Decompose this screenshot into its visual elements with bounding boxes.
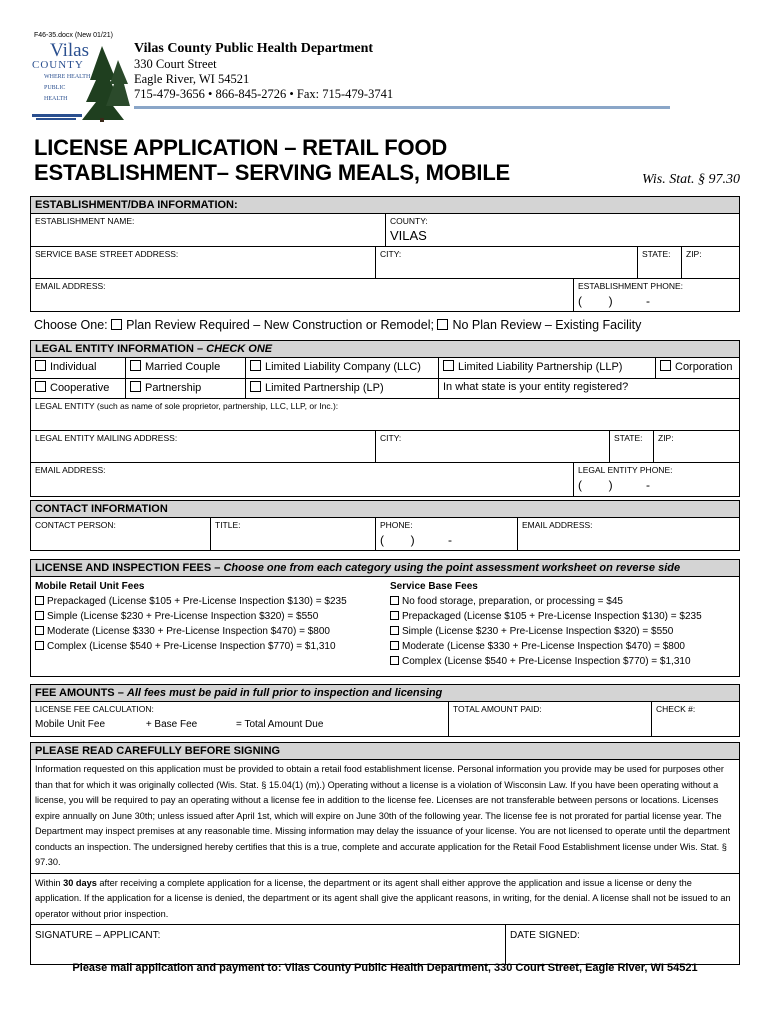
legal-city-field[interactable]: CITY: xyxy=(376,431,610,462)
legal-entity-section xyxy=(30,340,740,497)
logo-tagline: WHERE HEALTH PUBLIC HEALTH xyxy=(44,74,91,102)
fee-calculation-field[interactable]: LICENSE FEE CALCULATION: Mobile Unit Fee + Base Fee = Total Amount Due xyxy=(31,702,449,736)
establishment-phone-field[interactable]: ESTABLISHMENT PHONE: ( ) - xyxy=(578,281,684,308)
service-street-field[interactable]: SERVICE BASE STREET ADDRESS: xyxy=(31,247,376,278)
county-logo xyxy=(30,40,130,122)
department-name: Vilas County Public Health Department xyxy=(134,41,374,56)
individual-option[interactable]: Individual xyxy=(31,358,126,378)
no-plan-review-checkbox[interactable] xyxy=(437,319,448,330)
zip-field[interactable]: ZIP: xyxy=(686,249,702,259)
partnership-option[interactable]: Partnership xyxy=(126,379,246,398)
city-field[interactable]: CITY: xyxy=(376,247,638,278)
section-header: LEGAL ENTITY INFORMATION – CHECK ONE xyxy=(31,341,739,358)
fee-option[interactable]: Simple (License $230 + Pre-License Inspection $320) = $550 xyxy=(35,609,382,624)
legal-entity-name-field[interactable]: LEGAL ENTITY (such as name of sole proprietor, partnership, LLC, LLP, or Inc.): xyxy=(35,401,339,411)
llp-option[interactable]: Limited Liability Partnership (LLP) xyxy=(439,358,656,378)
contact-email-field[interactable]: EMAIL ADDRESS: xyxy=(522,520,593,530)
county-field[interactable]: COUNTY: VILAS xyxy=(386,214,739,246)
fee-option[interactable]: Complex (License $540 + Pre-License Inspection $770) = $1,310 xyxy=(35,639,382,654)
header-rule xyxy=(134,106,670,109)
establishment-name-field[interactable]: ESTABLISHMENT NAME: xyxy=(31,214,386,246)
section-header: CONTACT INFORMATION xyxy=(31,501,739,518)
form-code: F46-35.docx (New 01/21) xyxy=(34,32,113,39)
email-field[interactable]: EMAIL ADDRESS: xyxy=(31,279,574,311)
married-couple-option[interactable]: Married Couple xyxy=(126,358,246,378)
section-header: FEE AMOUNTS – All fees must be paid in full prior to inspection and licensing xyxy=(31,685,739,702)
mobile-fees-list: Mobile Retail Unit Fees Prepackaged (License $105 + Pre-License Inspection $130) = $235 Simple (License $230 + Pre-License Inspection $320) = $550 Moderate (License $330 + Pre-License Inspection $470) = $800 Complex (License $540 + Pre-License Inspection $770) = $1,310 xyxy=(31,577,386,676)
fees-section xyxy=(30,559,740,677)
disclosure-text: Information requested on this application must be provided to obtain a retail food establishment license. Personal information you provide may be used for purposes other than that for which it was originally collected (Wis. Stat. § 15.04(1) (m).) Operating without a license is a violation of Wisconsin Law. If you have been operating without a license, you will be required to pay an operating without a license fee in addition to the license fee. Licenses are not transferable between persons or locations. Licenses expire annually on June 30th; unless issued after April 1st, which will expire on June 30th of the following year. The license fee is not prorated for partial license year. The Department may inspect premises at any reasonable time. Missing information may delay the issuance of your license. You are not licensed to operate until the department conducts an inspection. The undersigned hereby certifies that this is a true, complete and accurate application for the Retail Food Establishment license under Wis. Stat. § 97.30. xyxy=(35,764,731,867)
base-fees-list: Service Base Fees No food storage, preparation, or processing = $45 Prepackaged (License $105 + Pre-License Inspection $130) = $235 Simple (License $230 + Pre-License Inspection $320) = $550 Moderate (License $330 + Pre-License Inspection $470) = $800 Complex (License $540 + Pre-License Inspection $770) = $1,310 xyxy=(386,577,739,676)
contact-phone-field[interactable]: PHONE: ( ) - xyxy=(376,518,518,550)
fee-option[interactable]: Simple (License $230 + Pre-License Inspection $320) = $550 xyxy=(390,624,735,639)
establishment-section xyxy=(30,196,740,312)
fee-option[interactable]: Prepackaged (License $105 + Pre-License Inspection $130) = $235 xyxy=(35,594,382,609)
fee-option[interactable]: No food storage, preparation, or processing = $45 xyxy=(390,594,735,609)
department-header xyxy=(134,41,393,102)
signature-field[interactable]: SIGNATURE – APPLICANT: xyxy=(31,925,506,964)
state-field[interactable]: STATE: xyxy=(638,247,682,278)
total-paid-field[interactable]: TOTAL AMOUNT PAID: xyxy=(449,702,652,736)
county-value: VILAS xyxy=(390,228,427,243)
check-number-field[interactable]: CHECK #: xyxy=(656,704,696,714)
fee-option[interactable]: Prepackaged (License $105 + Pre-License Inspection $130) = $235 xyxy=(390,609,735,624)
department-phones: 715-479-3656 • 866-845-2726 • Fax: 715-479-3741 xyxy=(134,87,394,101)
mailing-address-field[interactable]: LEGAL ENTITY MAILING ADDRESS: xyxy=(31,431,376,462)
plan-review-choice: Choose One: Plan Review Required – New Construction or Remodel; No Plan Review – Existing Facility xyxy=(34,318,642,332)
plan-review-required-checkbox[interactable] xyxy=(111,319,122,330)
legal-zip-field[interactable]: ZIP: xyxy=(658,433,674,443)
section-header: PLEASE READ CAREFULLY BEFORE SIGNING xyxy=(31,743,739,760)
lp-option[interactable]: Limited Partnership (LP) xyxy=(246,379,439,398)
contact-section xyxy=(30,500,740,551)
legal-phone-field[interactable]: LEGAL ENTITY PHONE: ( ) - xyxy=(578,465,673,492)
statute-ref: Wis. Stat. § 97.30 xyxy=(641,172,740,187)
fee-option[interactable]: Complex (License $540 + Pre-License Inspection $770) = $1,310 xyxy=(390,654,735,669)
logo-word: Vilas xyxy=(50,40,89,61)
fee-option[interactable]: Moderate (License $330 + Pre-License Inspection $470) = $800 xyxy=(390,639,735,654)
approval-text: Within 30 days after receiving a complete application for a license, the department or its agent shall either approve the application and issue a license or deny the application. If the application for a license is denied, the department or its agent shall give the applicant reasons, in writing, for the denial. A license shall not be issued to an operator without prior inspection. xyxy=(35,877,731,919)
form-title: LICENSE APPLICATION – RETAIL FOOD ESTABLISHMENT– SERVING MEALS, MOBILE xyxy=(34,135,511,185)
fee-option[interactable]: Moderate (License $330 + Pre-License Inspection $470) = $800 xyxy=(35,624,382,639)
logo-word: COUNTY xyxy=(32,59,84,71)
mailing-instructions: Please mail application and payment to: Vilas County Public Health Department, 330 Court Street, Eagle River, WI 54521 xyxy=(72,962,698,974)
department-street: 330 Court Street xyxy=(134,57,217,71)
llc-option[interactable]: Limited Liability Company (LLC) xyxy=(246,358,439,378)
department-city: Eagle River, WI 54521 xyxy=(134,72,250,86)
fee-amounts-section xyxy=(30,684,740,737)
legal-email-field[interactable]: EMAIL ADDRESS: xyxy=(31,463,574,496)
date-signed-field[interactable]: DATE SIGNED: xyxy=(510,930,580,941)
contact-title-field[interactable]: TITLE: xyxy=(211,518,376,550)
cooperative-option[interactable]: Cooperative xyxy=(31,379,126,398)
registered-state-field[interactable]: In what state is your entity registered? xyxy=(443,381,629,393)
section-header: ESTABLISHMENT/DBA INFORMATION: xyxy=(31,197,739,214)
corporation-option[interactable]: Corporation xyxy=(656,358,739,378)
signing-section xyxy=(30,742,740,965)
section-header: LICENSE AND INSPECTION FEES – Choose one from each category using the point assessment worksheet on reverse side xyxy=(31,560,739,577)
contact-person-field[interactable]: CONTACT PERSON: xyxy=(31,518,211,550)
legal-state-field[interactable]: STATE: xyxy=(610,431,654,462)
